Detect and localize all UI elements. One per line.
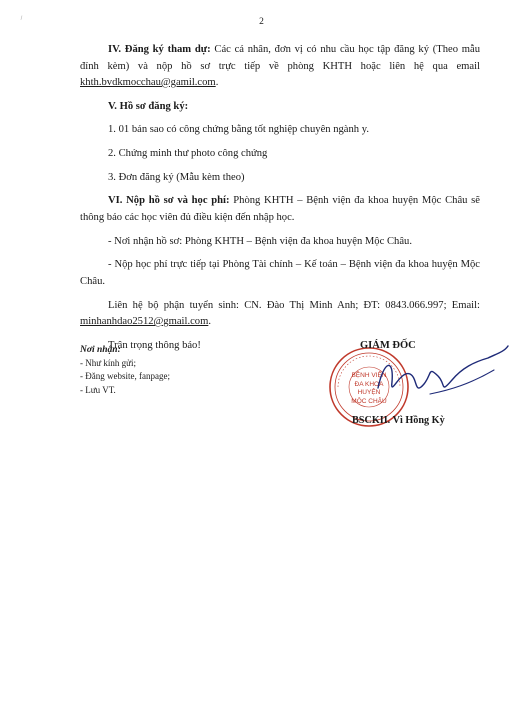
contact-paragraph: Liên hệ bộ phận tuyển sinh: CN. Đào Thị Minh Anh; ĐT: 0843.066.997; Email: minhanhdao2512@gmail.com. <box>80 299 480 327</box>
section-v-item-3: 3. Đơn đăng ký (Mẫu kèm theo) <box>108 171 245 183</box>
signer-name: BSCKII. Vì Hồng Kỳ <box>352 415 445 426</box>
contact-email-link[interactable]: minhanhdao2512@gmail.com <box>80 316 209 327</box>
section-vi-paragraph <box>80 193 480 226</box>
recipients-block <box>80 344 280 397</box>
recipients-title: Nơi nhận: <box>80 345 121 355</box>
section-v-item-1: 1. 01 bản sao có công chứng bằng tốt nghiệp chuyên ngành y. <box>108 124 370 136</box>
section-vi-item-2: - Nộp học phí trực tiếp tại Phòng Tài chính – Kế toán – Bệnh viện đa khoa huyện Mộc Châu. <box>80 259 480 287</box>
signer-title: GIÁM ĐỐC <box>360 340 416 351</box>
section-iv-heading: IV. Đăng ký tham dự: <box>108 44 211 55</box>
section-iv-paragraph: IV. Đăng ký tham dự: Các cá nhân, đơn vị có nhu cầu học tập đăng ký (Theo mẫu đính kèm) và nộp hồ sơ trực tiếp về phòng KHTH hoặc liên hệ qua email khth.bvdkmocchau@gamil.com. <box>80 44 480 88</box>
page-number: 2 <box>259 17 264 27</box>
recipient-item: - Lưu VT. <box>80 384 116 395</box>
section-vi-heading: VI. Nộp hồ sơ và học phí: <box>108 195 230 207</box>
section-vi-item-1: - Nơi nhận hồ sơ: Phòng KHTH – Bệnh viện đa khoa huyện Mộc Châu. <box>108 235 412 247</box>
contact-text: Liên hệ bộ phận tuyển sinh: CN. Đào Thị Minh Anh; ĐT: 0843.066.997; Email: <box>108 299 480 311</box>
section-iv-text: Các cá nhân, đơn vị có nhu cầu học tập đăng ký (Theo mẫu đính kèm) và nộp hồ sơ trực tiếp về phòng KHTH hoặc liên hệ qua email <box>80 44 480 72</box>
handwritten-signature <box>370 340 510 410</box>
scan-mark: ⸝ <box>16 10 25 22</box>
closing-line: Trân trọng thông báo! <box>108 339 201 351</box>
document-body <box>80 42 480 361</box>
recipient-item: - Như kính gửi; <box>80 358 137 369</box>
recipient-item: - Đăng website, fanpage; <box>80 371 170 382</box>
stamp-lettering: BỆNH VIỆN ĐA KHOA HUYỆN MỘC CHÂU <box>351 372 387 405</box>
registration-email-link[interactable]: khth.bvdkmocchau@gamil.com <box>80 77 216 88</box>
section-v-item-2: 2. Chứng minh thư photo công chứng <box>108 148 268 160</box>
section-v-heading: V. Hồ sơ đăng ký: <box>108 100 189 112</box>
section-vi-text: Phòng KHTH – Bệnh viện đa khoa huyện Mộc Châu sẽ thông báo các học viên đủ điều kiện đến nhập học. <box>80 195 480 223</box>
